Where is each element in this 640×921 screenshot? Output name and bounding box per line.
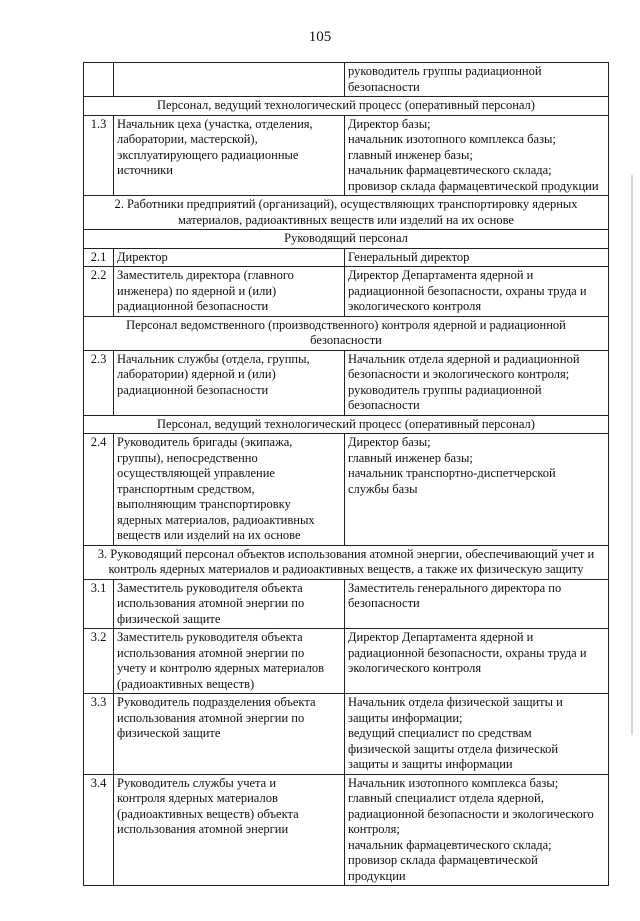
section-heading: Руководящий персонал (84, 230, 609, 249)
position-cell (114, 63, 345, 97)
authority-cell: Заместитель генерального директора по безопасности (345, 579, 609, 629)
row-number: 2.4 (84, 434, 114, 546)
table-row (84, 248, 609, 267)
authority-cell: Директор Департамента ядерной и радиационной безопасности, охраны труда и экологического контроля (345, 267, 609, 317)
row-number: 1.3 (84, 115, 114, 196)
row-number: 3.1 (84, 579, 114, 629)
table-row (84, 694, 609, 775)
section-header-row (84, 196, 609, 230)
table-row (84, 774, 609, 886)
authority-cell: Директор Департамента ядерной и радиационной безопасности, охраны труда и экологического контроля (345, 629, 609, 694)
table-row (84, 63, 609, 97)
authority-cell: Начальник изотопного комплекса базы; главный специалист отдела ядерной, радиационной безопасности и экологического контроля; начальник фармацевтического склада; провизор склада фармацевтической продукции (345, 774, 609, 886)
row-number: 3.2 (84, 629, 114, 694)
table-row (84, 629, 609, 694)
authority-cell: Начальник отдела физической защиты и защиты информации; ведущий специалист по средствам физической защиты отдела физической защиты и защиты информации (345, 694, 609, 775)
row-number: 3.3 (84, 694, 114, 775)
position-cell: Начальник цеха (участка, отделения, лаборатории, мастерской), эксплуатирующего радиационные источники (114, 115, 345, 196)
section-header-row (84, 230, 609, 249)
row-number (84, 63, 114, 97)
table-row (84, 434, 609, 546)
section-heading: 2. Работники предприятий (организаций), осуществляющих транспортировку ядерных материалов, радиоактивных веществ или изделий на их основе (84, 196, 609, 230)
authority-cell: Директор базы; главный инженер базы; начальник транспортно-диспетчерской службы базы (345, 434, 609, 546)
section-heading: Персонал ведомственного (производственного) контроля ядерной и радиационной безопасности (84, 316, 609, 350)
table-row (84, 267, 609, 317)
position-cell: Заместитель руководителя объекта использования атомной энергии по физической защите (114, 579, 345, 629)
row-number: 2.3 (84, 350, 114, 415)
row-number: 2.1 (84, 248, 114, 267)
section-heading: 3. Руководящий персонал объектов использования атомной энергии, обеспечивающий учет и контроль ядерных материалов и радиоактивных веществ, а также их физическую защиту (84, 545, 609, 579)
position-cell: Начальник службы (отдела, группы, лаборатории) ядерной и (или) радиационной безопасности (114, 350, 345, 415)
table-row (84, 579, 609, 629)
row-number: 2.2 (84, 267, 114, 317)
table-row (84, 115, 609, 196)
section-header-row (84, 415, 609, 434)
section-heading: Персонал, ведущий технологический процесс (оперативный персонал) (84, 97, 609, 116)
page-number: 105 (308, 29, 332, 45)
position-cell: Руководитель подразделения объекта использования атомной энергии по физической защите (114, 694, 345, 775)
authority-cell: Генеральный директор (345, 248, 609, 267)
authority-cell: руководитель группы радиационной безопасности (345, 63, 609, 97)
section-header-row (84, 316, 609, 350)
position-cell: Заместитель руководителя объекта использования атомной энергии по учету и контролю ядерных материалов (радиоактивных веществ) (114, 629, 345, 694)
scan-edge-line (631, 175, 633, 735)
authority-cell: Директор базы; начальник изотопного комплекса базы; главный инженер базы; начальник фармацевтического склада; провизор склада фармацевтической продукции (345, 115, 609, 196)
table-body (84, 63, 609, 886)
position-cell: Заместитель директора (главного инженера) по ядерной и (или) радиационной безопасности (114, 267, 345, 317)
authority-cell: Начальник отдела ядерной и радиационной безопасности и экологического контроля; руководитель группы радиационной безопасности (345, 350, 609, 415)
section-header-row (84, 97, 609, 116)
section-heading: Персонал, ведущий технологический процесс (оперативный персонал) (84, 415, 609, 434)
table-row (84, 350, 609, 415)
section-header-row (84, 545, 609, 579)
responsibility-table (83, 62, 609, 886)
row-number: 3.4 (84, 774, 114, 886)
position-cell: Руководитель службы учета и контроля ядерных материалов (радиоактивных веществ) объекта использования атомной энергии (114, 774, 345, 886)
position-cell: Руководитель бригады (экипажа, группы), непосредственно осуществляющей управление транспортным средством, выполняющим транспортировку ядерных материалов, радиоактивных веществ или изделий на их основе (114, 434, 345, 546)
position-cell: Директор (114, 248, 345, 267)
